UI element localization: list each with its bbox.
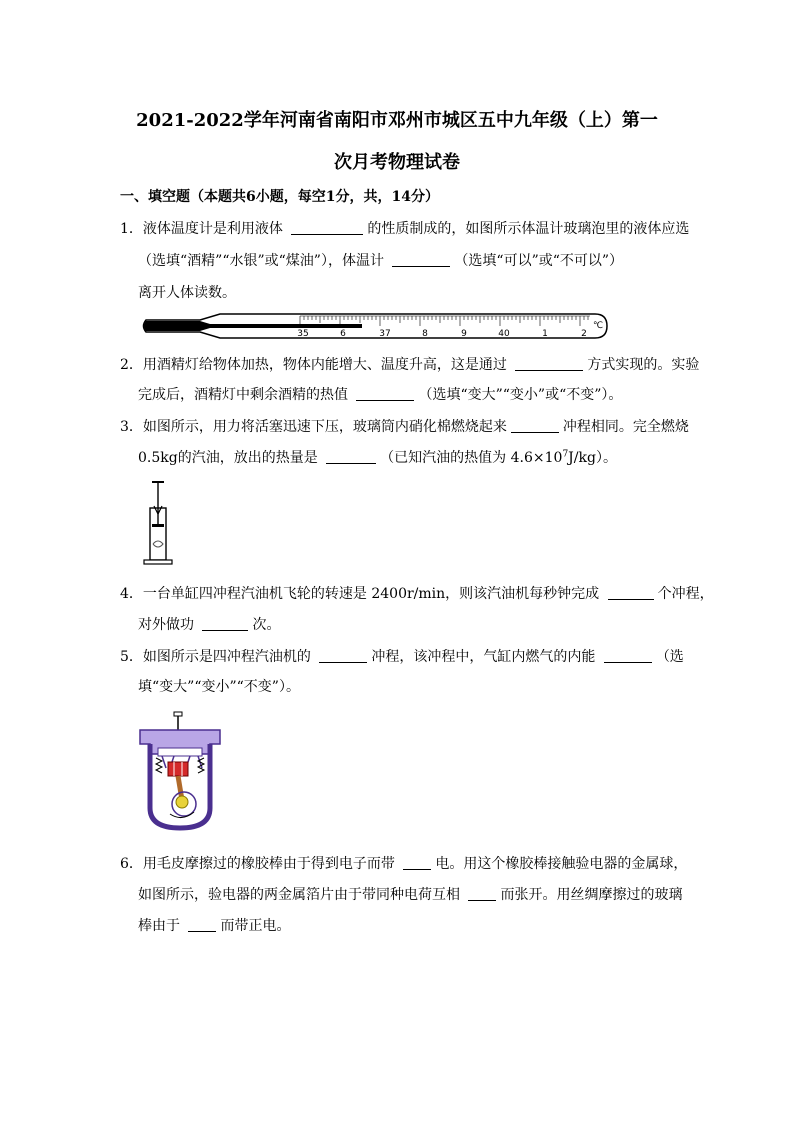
q1-text: 1．液体温度计是利用液体 [120, 221, 288, 237]
q4-text: 次。 [252, 617, 281, 633]
q2-line1 [120, 354, 699, 374]
q3-line2 [138, 447, 617, 467]
section-heading: 一、填空题（本题共6小题，每空1分，共，14分） [120, 189, 439, 205]
clinical-thermometer-figure [140, 310, 612, 342]
q4-blank-1[interactable] [608, 585, 654, 600]
q1-text: （选填“酒精”“水银”或“煤油”），体温计 [138, 253, 389, 269]
thermometer-label: 35 [297, 329, 309, 339]
thermometer-label: 8 [422, 329, 428, 339]
q4-line1 [120, 583, 714, 603]
thermometer-label: 1 [542, 329, 548, 339]
q6-blank-1[interactable] [403, 855, 431, 870]
thermometer-label: 37 [379, 329, 391, 339]
q5-text: 冲程，该冲程中，气缸内燃气的内能 [371, 649, 600, 665]
q6-text: 如图所示，验电器的两金属箔片由于带同种电荷互相 [138, 887, 465, 903]
q4-text: 个冲程， [657, 586, 714, 602]
q3-text: 冲程相同。完全燃烧 [562, 419, 689, 435]
q6-text: 6．用毛皮摩擦过的橡胶棒由于得到电子而带 [120, 856, 400, 872]
thermometer-label: 6 [340, 329, 346, 339]
q3-text: 3．如图所示，用力将活塞迅速下压，玻璃筒内硝化棉燃烧起来 [120, 419, 507, 435]
q2-text: （选填“变大”“变小”或“不变”）。 [418, 387, 623, 403]
q4-text: 对外做功 [138, 617, 199, 633]
paper-title-line1: 2021-2022学年河南省南阳市邓州市城区五中九年级（上）第一 [136, 110, 658, 131]
q6-blank-3[interactable] [188, 917, 216, 932]
q5-line2: 填“变大”“变小”“不变”）。 [138, 679, 300, 695]
q2-text: 完成后，酒精灯中剩余酒精的热值 [138, 387, 353, 403]
q3-blank-2[interactable] [326, 449, 376, 464]
q2-text: 方式实现的。实验 [587, 357, 700, 373]
q5-text: （选 [655, 649, 684, 665]
q6-text: 而张开。用丝绸摩擦过的玻璃 [500, 887, 683, 903]
four-stroke-engine-figure [136, 708, 226, 832]
q6-line2 [138, 884, 682, 904]
q6-line3 [138, 915, 290, 935]
q6-text: 棒由于 [138, 918, 185, 934]
q5-blank-2[interactable] [604, 648, 652, 663]
thermometer-label: 2 [581, 329, 587, 339]
q1-line3: 离开人体读数。 [138, 285, 236, 301]
q1-line1 [120, 218, 689, 238]
q4-blank-2[interactable] [202, 616, 248, 631]
q3-text: 0.5kg的汽油，放出的热量是 [138, 450, 323, 466]
q4-text: 4．一台单缸四冲程汽油机飞轮的转速是 2400r/min，则该汽油机每秒钟完成 [120, 586, 604, 602]
air-compression-cylinder-figure [136, 478, 176, 566]
q3-text: J/kg）。 [568, 450, 617, 466]
q6-text: 电。用这个橡胶棒接触验电器的金属球， [435, 856, 688, 872]
q3-exponent: 7 [562, 449, 569, 460]
q6-blank-2[interactable] [468, 886, 496, 901]
q3-line1 [120, 416, 689, 436]
q5-text: 5．如图所示是四冲程汽油机的 [120, 649, 316, 665]
q1-blank-1[interactable] [291, 220, 363, 235]
q5-blank-1[interactable] [319, 648, 367, 663]
q2-line2 [138, 384, 622, 404]
q2-blank-2[interactable] [356, 386, 414, 401]
q1-line2 [138, 250, 623, 270]
q3-blank-1[interactable] [511, 418, 559, 433]
thermometer-unit: ℃ [592, 321, 604, 331]
thermometer-label: 40 [498, 329, 510, 339]
thermometer-label: 9 [461, 329, 467, 339]
q1-text: （选填“可以”或“不可以”） [454, 253, 624, 269]
q5-line1 [120, 646, 684, 666]
paper-title-line2: 次月考物理试卷 [334, 152, 460, 173]
q3-text: （已知汽油的热值为 4.6×10 [380, 450, 563, 466]
q4-line2 [138, 614, 280, 634]
q1-text: 的性质制成的，如图所示体温计玻璃泡里的液体应选 [367, 221, 690, 237]
q6-text: 而带正电。 [220, 918, 291, 934]
q2-text: 2．用酒精灯给物体加热，物体内能增大、温度升高，这是通过 [120, 357, 512, 373]
q2-blank-1[interactable] [515, 356, 583, 371]
q1-blank-2[interactable] [392, 252, 450, 267]
q6-line1 [120, 853, 687, 873]
